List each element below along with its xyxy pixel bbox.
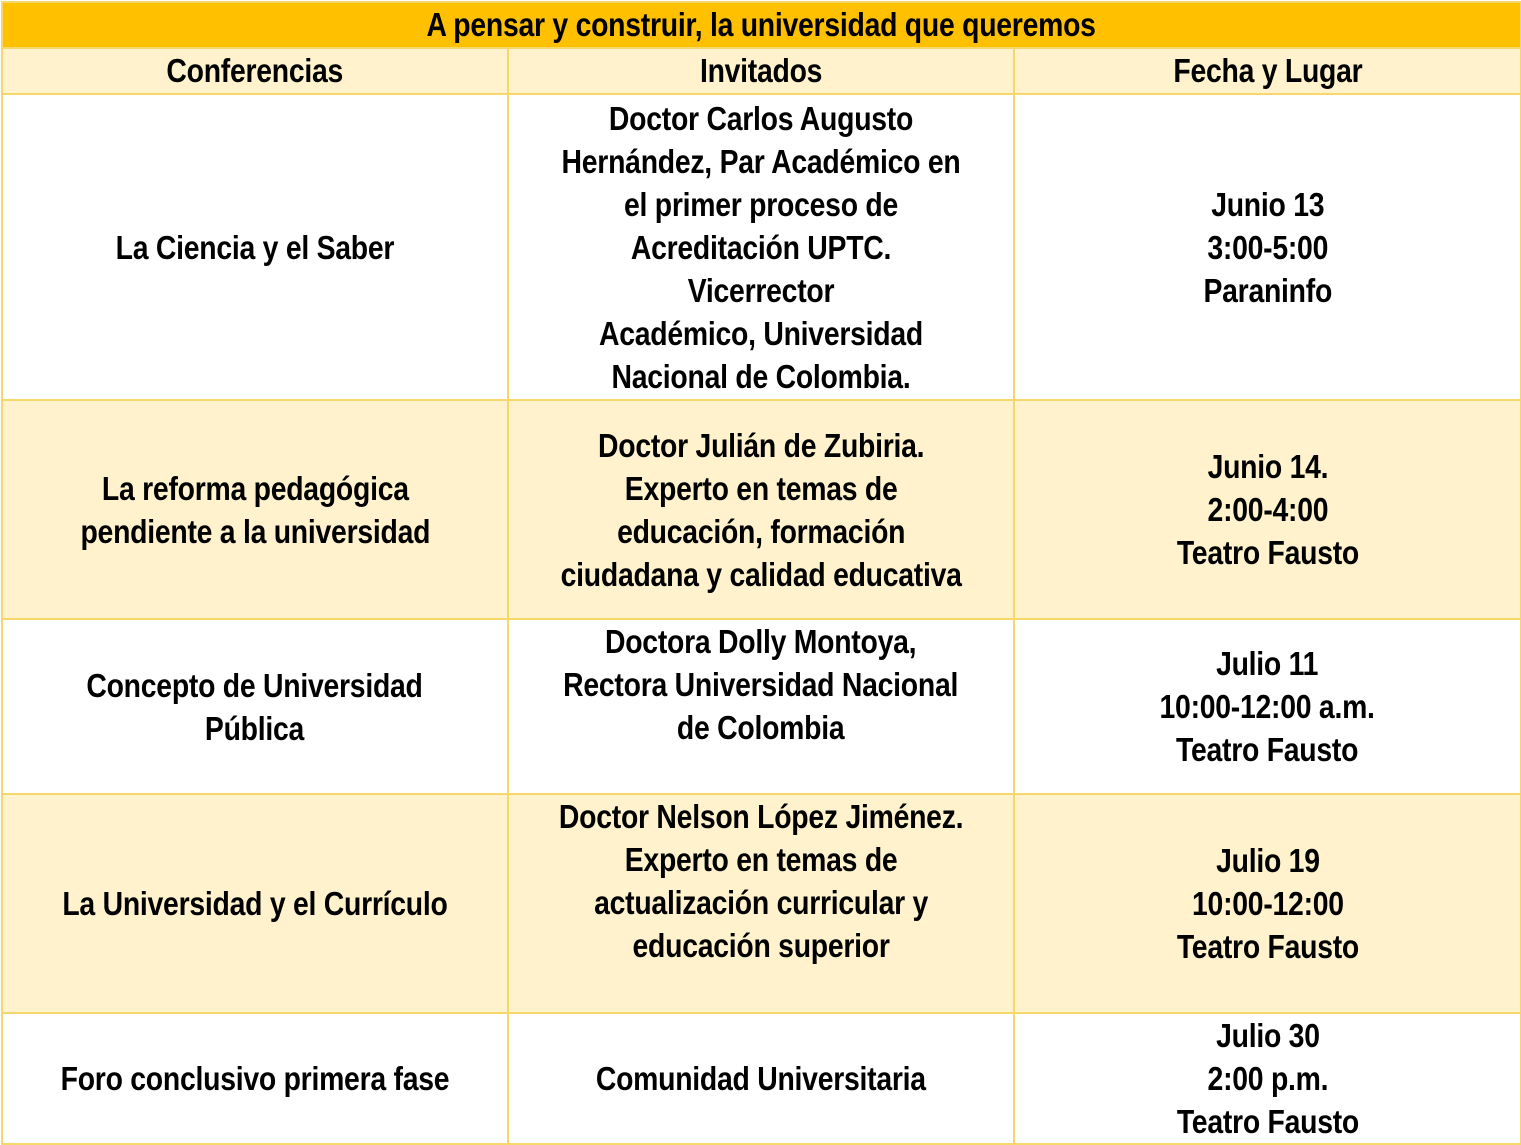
cell-conferencia: La Ciencia y el Saber: [2, 94, 508, 400]
header-invitados: Invitados: [508, 48, 1014, 94]
table-title-text: A pensar y construir, la universidad que queremos: [426, 6, 1097, 43]
conference-schedule-table: [1, 1, 1521, 1145]
cell-invitado: Doctor Nelson López Jiménez. Experto en temas de actualización curricular y educación superior: [508, 794, 1014, 1013]
table-header-row: [2, 48, 1521, 94]
table-title-row: [2, 2, 1521, 48]
cell-conferencia: Concepto de Universidad Pública: [2, 619, 508, 794]
table-row: [2, 94, 1521, 400]
cell-fecha-lugar: Junio 14. 2:00-4:00 Teatro Fausto: [1014, 400, 1521, 619]
cell-invitado: Comunidad Universitaria: [508, 1013, 1014, 1144]
cell-invitado: Doctora Dolly Montoya, Rectora Universidad Nacional de Colombia: [508, 619, 1014, 794]
cell-fecha-lugar: Julio 11 10:00-12:00 a.m. Teatro Fausto: [1014, 619, 1521, 794]
table-title: [2, 2, 1521, 48]
schedule-page: [0, 1, 1521, 1145]
header-fecha-lugar: Fecha y Lugar: [1014, 48, 1521, 94]
table-row: [2, 400, 1521, 619]
table-row: [2, 1013, 1521, 1144]
header-conferencias: Conferencias: [2, 48, 508, 94]
cell-invitado: Doctor Carlos Augusto Hernández, Par Académico en el primer proceso de Acreditación UPTC. Vicerrector Académico, Universidad Nacional de Colombia.: [508, 94, 1014, 400]
cell-invitado: Doctor Julián de Zubiria. Experto en temas de educación, formación ciudadana y calidad educativa: [508, 400, 1014, 619]
cell-conferencia: Foro conclusivo primera fase: [2, 1013, 508, 1144]
table-row: [2, 794, 1521, 1013]
cell-fecha-lugar: Junio 13 3:00-5:00 Paraninfo: [1014, 94, 1521, 400]
cell-conferencia: La Universidad y el Currículo: [2, 794, 508, 1013]
cell-conferencia: La reforma pedagógica pendiente a la universidad: [2, 400, 508, 619]
cell-fecha-lugar: Julio 30 2:00 p.m. Teatro Fausto: [1014, 1013, 1521, 1144]
table-row: [2, 619, 1521, 794]
cell-fecha-lugar: Julio 19 10:00-12:00 Teatro Fausto: [1014, 794, 1521, 1013]
